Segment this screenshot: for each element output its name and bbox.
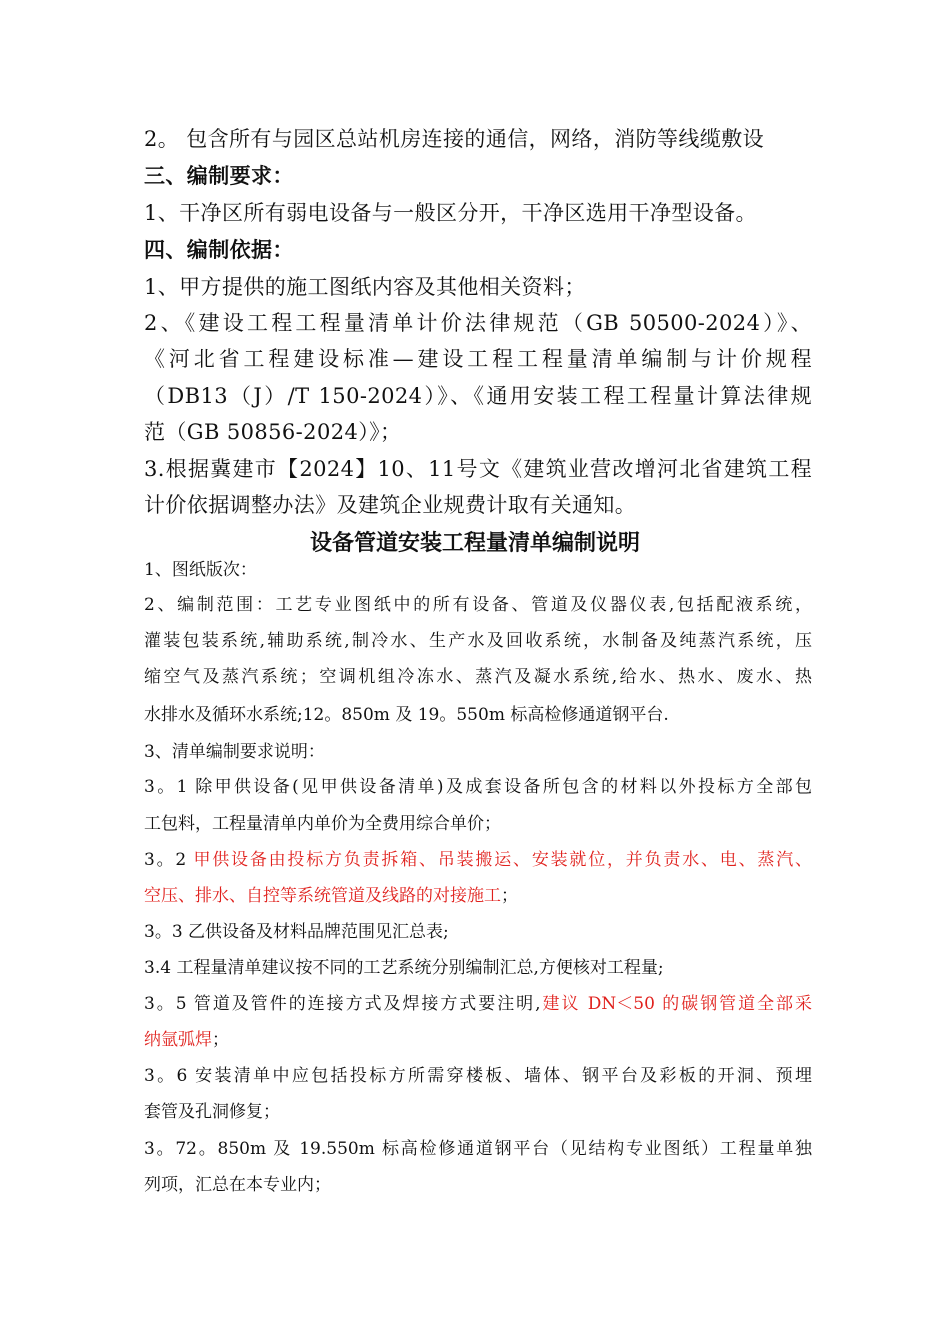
req-3-5-red-text-cont: 纳氩弧焊 [144, 1030, 212, 1050]
scope-item-2: 2。 包含所有与园区总站机房连接的通信，网络，消防等线缆敷设 [144, 127, 765, 151]
scope-line-1: 2、编制范围：工艺专业图纸中的所有设备、管道及仪器仪表,包括配液系统， [144, 595, 812, 615]
req-3-5-line-2 [144, 1025, 229, 1050]
req-3-1-line-2: 工包料，工程量清单内单价为全费用综合单价； [144, 814, 501, 834]
req-3-5-red-text: 建议 DN＜50 的碳钢管道全部采 [540, 994, 812, 1014]
req-3-2-end: ； [501, 886, 518, 906]
req-3-2-line-2 [144, 881, 518, 906]
req-3-2-red-text: 甲供设备由投标方负责拆箱、吊装搬运、安装就位，并负责水、电、蒸汽、 [193, 850, 812, 870]
req-3-1-line-1: 3。1 除甲供设备(见甲供设备清单)及成套设备所包含的材料以外投标方全部包 [144, 777, 812, 797]
basis-2-line-4: 范（GB 50856-2024）》； [144, 420, 402, 444]
basis-2-line-1: 2、《建设工程工程量清单计价法律规范（GB 50500-2024）》、 [144, 311, 812, 335]
req-3-2-red-text-cont: 空压、排水、自控等系统管道及线路的对接施工 [144, 886, 501, 906]
req-3-5-line-1 [144, 989, 812, 1014]
basis-2-line-2: 《河北省工程建设标准—建设工程工程量清单编制与计价规程 [144, 347, 812, 371]
basis-1: 1、甲方提供的施工图纸内容及其他相关资料； [144, 275, 586, 299]
req-3-6-line-2: 套管及孔洞修复； [144, 1102, 280, 1122]
req-3-4: 3.4 工程量清单建议按不同的工艺系统分别编制汇总,方便核对工程量; [144, 958, 664, 978]
req-3-2-line-1 [144, 845, 812, 870]
req-3-2-prefix: 3。2 [144, 850, 194, 870]
heading-requirements: 三、编制要求： [144, 163, 294, 188]
req-3-5-text: 3。5 管道及管件的连接方式及焊接方式要注明, [144, 994, 541, 1014]
req-3-7-line-1: 3。72。850m 及 19.550m 标高检修通道钢平台（见结构专业图纸）工程量单独 [144, 1139, 812, 1159]
req-3-6-line-1: 3。6 安装清单中应包括投标方所需穿楼板、墙体、钢平台及彩板的开洞、预埋 [144, 1066, 812, 1086]
requirement-1: 1、干净区所有弱电设备与一般区分开，干净区选用干净型设备。 [144, 201, 757, 225]
drawing-version: 1、图纸版次： [144, 560, 257, 580]
scope-line-3: 缩空气及蒸汽系统；空调机组冷冻水、蒸汽及凝水系统,给水、热水、废水、热 [144, 667, 812, 687]
scope-line-4: 水排水及循环水系统;12。850m 及 19。550m 标高检修通道钢平台. [144, 705, 669, 725]
req-3-3: 3。3 乙供设备及材料品牌范围见汇总表; [144, 922, 449, 942]
requirements-heading: 3、清单编制要求说明： [144, 742, 325, 762]
req-3-7-line-2: 列项，汇总在本专业内； [144, 1175, 331, 1195]
section-title: 设备管道安装工程量清单编制说明 [309, 530, 640, 556]
req-3-5-end: ； [212, 1030, 229, 1050]
basis-2-line-3: （DB13（J）/T 150-2024）》、《通用安装工程工程量计算法律规 [144, 384, 812, 408]
heading-basis: 四、编制依据： [144, 237, 294, 262]
basis-3-line-2: 计价依据调整办法》及建筑企业规费计取有关通知。 [144, 493, 637, 517]
basis-3-line-1: 3.根据冀建市【2024】10、11号文《建筑业营改增河北省建筑工程 [144, 457, 812, 481]
scope-line-2: 灌装包装系统,辅助系统,制冷水、生产水及回收系统，水制备及纯蒸汽系统，压 [144, 631, 812, 651]
